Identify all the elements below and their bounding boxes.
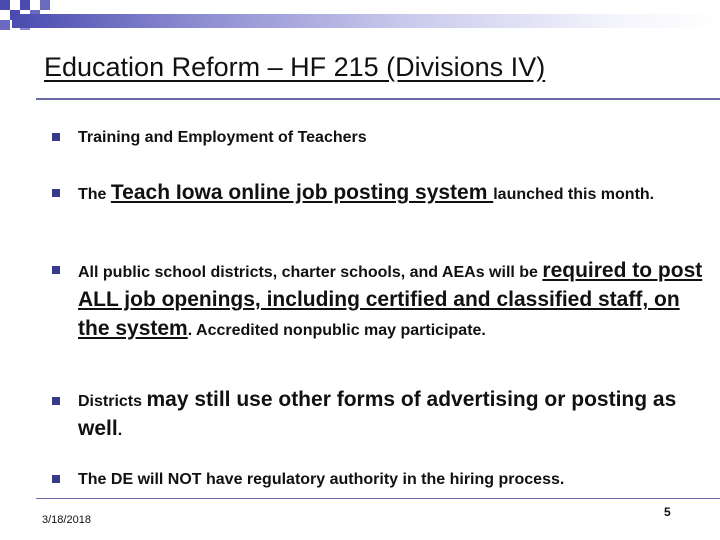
bullet-3-text — [78, 257, 708, 344]
bullet-4-suffix: . — [117, 422, 123, 439]
bullet-marker — [52, 189, 60, 197]
header-gradient-band — [12, 14, 720, 28]
bullet-2-suffix: launched this month. — [493, 186, 655, 203]
footer-divider — [36, 498, 720, 499]
bullet-marker — [52, 266, 60, 274]
bullet-1-text: Training and Employment of Teachers — [78, 129, 367, 146]
bullet-marker — [52, 397, 60, 405]
bullet-2-text — [78, 180, 708, 207]
bullet-3-prefix: All public school districts, charter schools, and AEAs will be — [78, 264, 543, 281]
footer-date: 3/18/2018 — [42, 514, 91, 526]
title-divider — [36, 98, 720, 100]
bullet-4-emphasis: may still use other forms of advertising or posting as well — [78, 388, 677, 440]
bullet-3-suffix: . Accredited nonpublic may participate. — [187, 322, 486, 339]
bullet-4-text — [78, 386, 708, 444]
bullet-marker — [52, 475, 60, 483]
bullet-marker — [52, 133, 60, 141]
page-number: 5 — [664, 505, 671, 519]
bullet-3-emphasis: required to post ALL job openings, including certified and classified staff, on the system — [78, 259, 703, 340]
bullet-2-emphasis: Teach Iowa online job posting system — [110, 181, 494, 204]
bullet-4-prefix: Districts — [78, 393, 147, 410]
bullet-2-prefix: The — [78, 186, 111, 203]
slide-title: Education Reform – HF 215 (Divisions IV) — [44, 52, 546, 82]
bullet-5-text: The DE will NOT have regulatory authority in the hiring process. — [78, 471, 565, 488]
